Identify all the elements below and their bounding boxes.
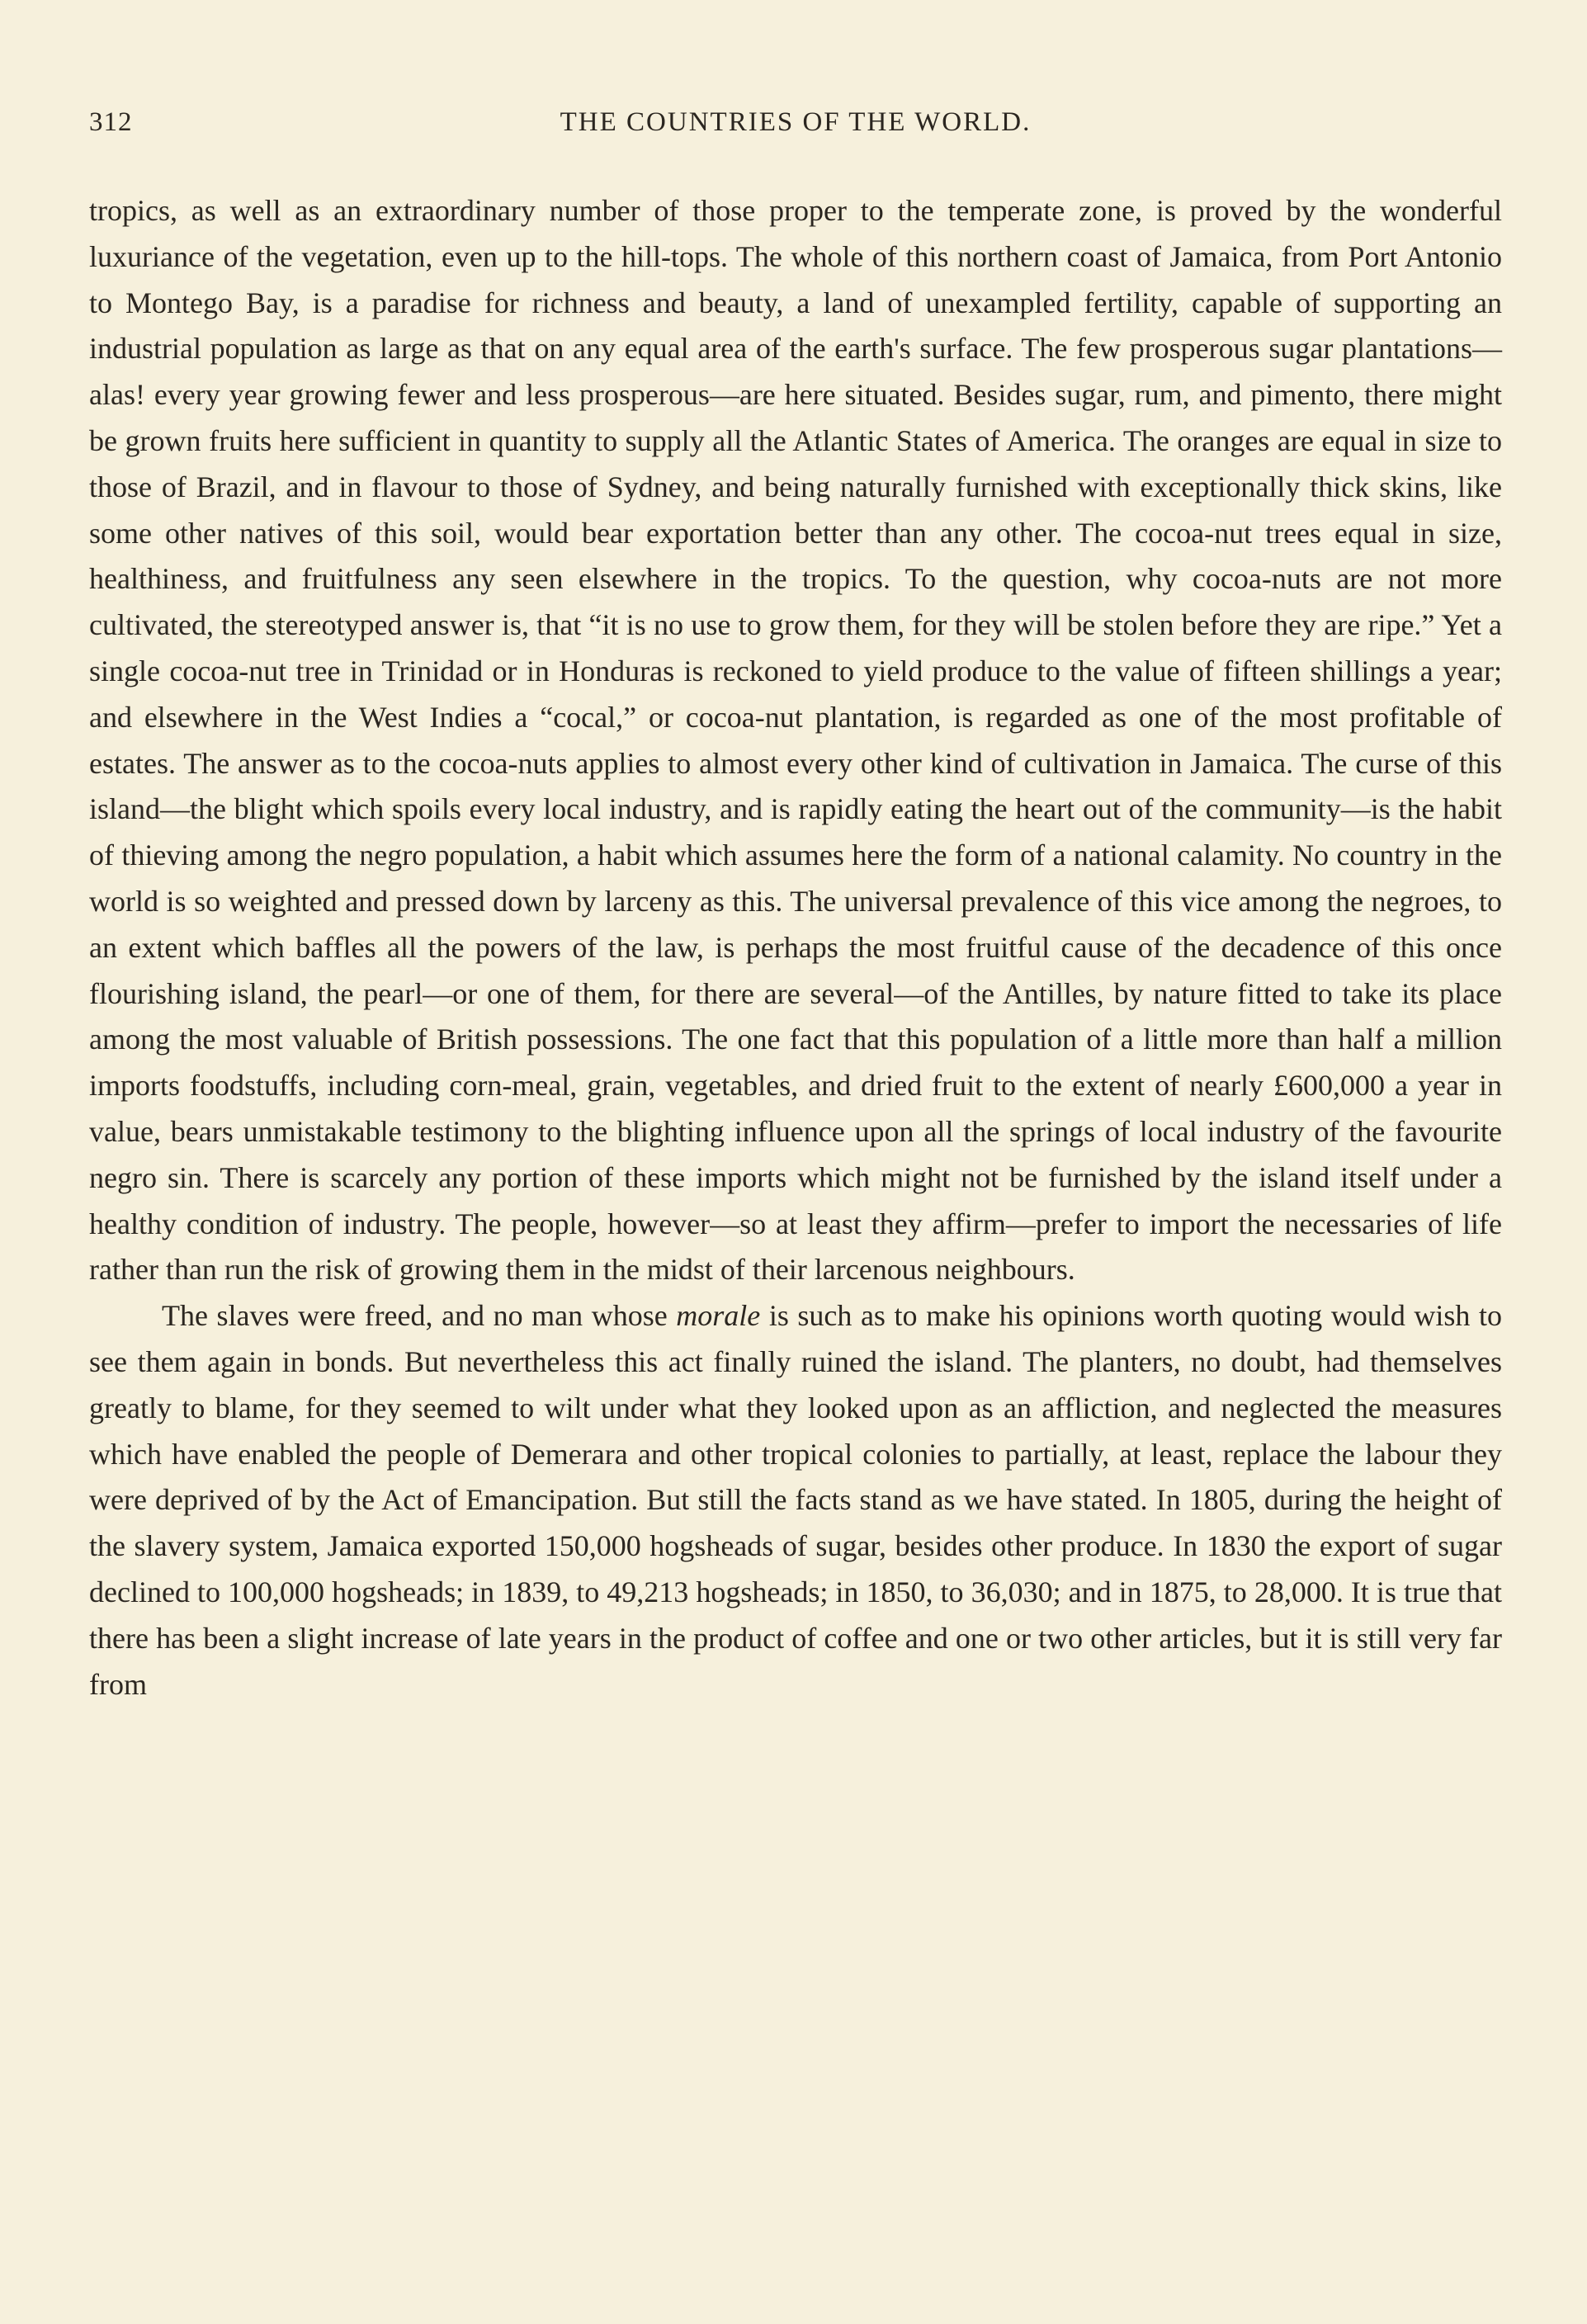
running-head	[89, 107, 1502, 149]
paragraph-2-part-1: The slaves were freed, and no man whose	[162, 1299, 677, 1333]
paragraph-2-part-2: is such as to make his opinions worth quoting would wish to see them again in bonds. But nevertheless this act finally ruined the island. The planters, no doubt, had themselves greatly to blame, for they seemed to wilt under what they looked upon as an affliction, and neglected the measures which have enabled the people of Demerara and other tropical colonies to partially, at least, replace the labour they were deprived of by the Act of Emancipation. But still the facts stand as we have stated. In 1805, during the height of the slavery system, Jamaica exported 150,000 hogsheads of sugar, besides other produce. In 1830 the export of sugar declined to 100,000 hogsheads; in 1839, to 49,213 hogsheads; in 1850, to 36,030; and in 1875, to 28,000. It is true that there has been a slight increase of late years in the product of coffee and one or two other articles, but it is still very far from	[89, 1299, 1502, 1701]
paragraph-1: tropics, as well as an extraordinary number of those proper to the temperate zone, is proved by the wonderful luxuriance of the vegetation, even up to the hill-tops. The whole of this northern coast of Jamaica, from Port Antonio to Montego Bay, is a paradise for richness and beauty, a land of unexampled fertility, capable of supporting an industrial population as large as that on any equal area of the earth's surface. The few prosperous sugar plantations—alas! every year growing fewer and less prosperous—are here situated. Besides sugar, rum, and pimento, there might be grown fruits here sufficient in quantity to supply all the Atlantic States of America. The oranges are equal in size to those of Brazil, and in flavour to those of Sydney, and being naturally furnished with exceptionally thick skins, like some other natives of this soil, would bear exportation better than any other. The cocoa-nut trees equal in size, healthiness, and fruitfulness any seen elsewhere in the tropics. To the question, why cocoa-nuts are not more cultivated, the stereotyped answer is, that “it is no use to grow them, for they will be stolen before they are ripe.” Yet a single cocoa-nut tree in Trinidad or in Honduras is reckoned to yield produce to the value of fifteen shillings a year; and elsewhere in the West Indies a “cocal,” or cocoa-nut plantation, is regarded as one of the most profitable of estates. The answer as to the cocoa-nuts applies to almost every other kind of cultivation in Jamaica. The curse of this island—the blight which spoils every local industry, and is rapidly eating the heart out of the community—is the habit of thieving among the negro population, a habit which assumes here the form of a national calamity. No country in the world is so weighted and pressed down by larceny as this. The universal prevalence of this vice among the negroes, to an extent which baffles all the powers of the law, is perhaps the most fruitful cause of the decadence of this once flourishing island, the pearl—or one of them, for there are several—of the Antilles, by nature fitted to take its place among the most valuable of British possessions. The one fact that this population of a little more than half a million imports foodstuffs, including corn-meal, grain, vegetables, and dried fruit to the extent of nearly £600,000 a year in value, bears unmistakable testimony to the blighting influence upon all the springs of local industry of the favourite negro sin. There is scarcely any portion of these imports which might not be furnished by the island itself under a healthy condition of industry. The people, however—so at least they affirm—prefer to import the necessaries of life rather than run the risk of growing them in the midst of their larcenous neighbours.	[89, 194, 1502, 1287]
body-text	[89, 188, 1502, 1708]
paragraph-2-italic-word: morale	[676, 1299, 761, 1333]
page-number: 312	[89, 107, 133, 137]
paragraph-2	[89, 1293, 1502, 1708]
running-title: THE COUNTRIES OF THE WORLD.	[560, 107, 1032, 137]
